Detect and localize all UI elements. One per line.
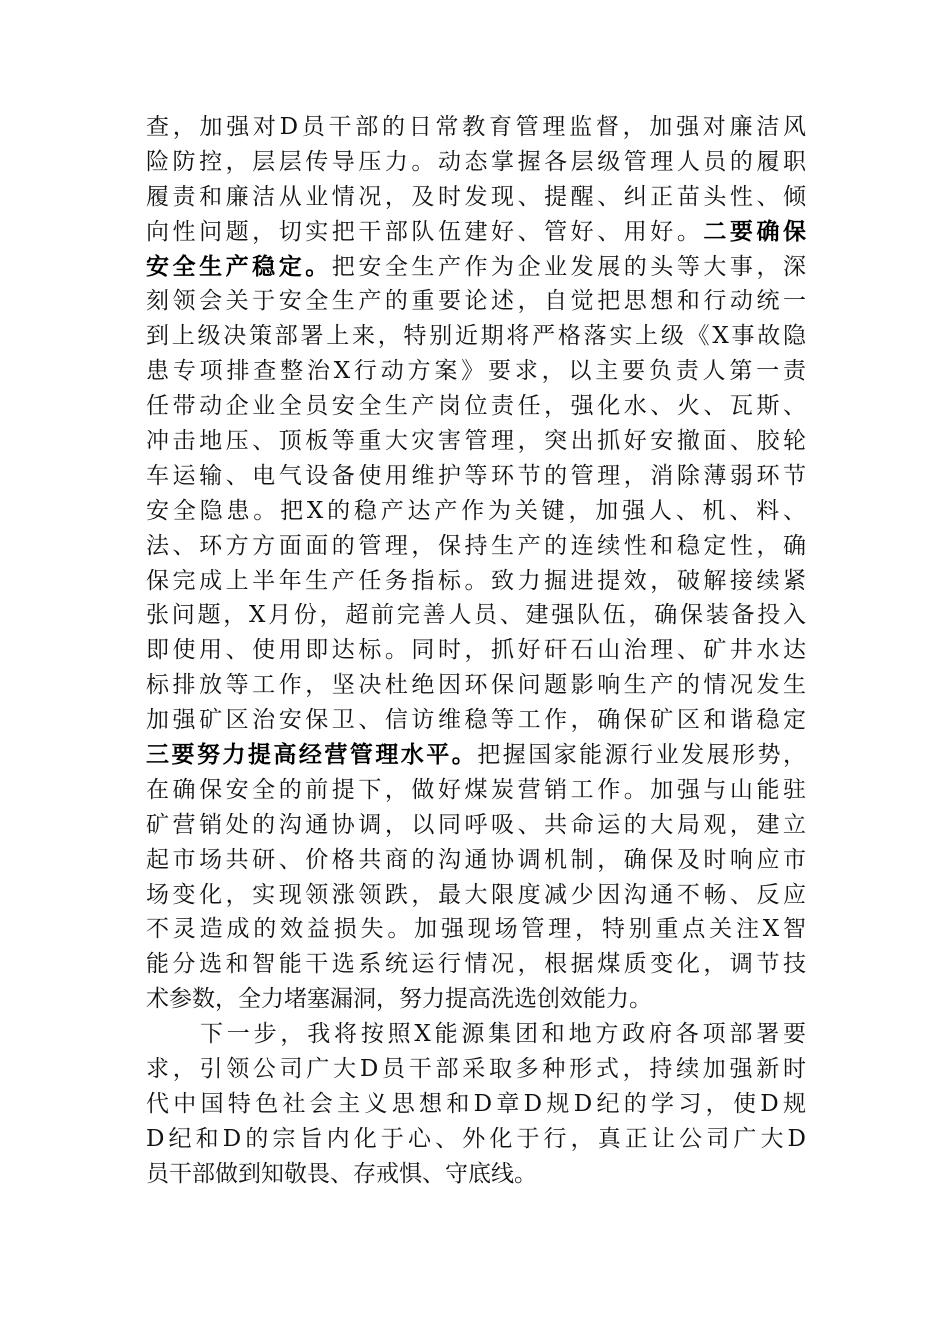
body-text: 张问题，X月份，超前完善人员、建强队伍，确保装备投入 [146,602,806,629]
body-text: 到上级决策部署上来，特别近期将严格落实上级《X事故隐 [146,323,806,350]
text-line [146,1052,806,1087]
body-text: 加强矿区治安保卫、信访维稳等工作，确保矿区和谐稳定 [146,707,806,734]
text-line [146,564,806,599]
body-text: 代中国特色社会主义思想和D章D规D纪的学习，使D规 [146,1090,806,1117]
body-text: 向性问题，切实把干部队伍建好、管好、用好。 [146,218,704,245]
body-text: 车运输、电气设备使用维护等环节的管理，消除薄弱环节 [146,462,806,489]
bold-heading-text: 二要确保 [703,217,807,245]
document-body [146,110,806,1192]
text-line [146,424,806,459]
text-line [146,703,806,738]
text-line [146,250,806,285]
bold-heading-text: 安全生产稳定。 [146,252,332,280]
body-text: 患专项排查整治X行动方案》要求，以主要负责人第一责 [146,358,806,385]
text-line [146,1087,806,1122]
text-line [146,912,806,947]
body-text: 即使用、使用即达标。同时，抓好矸石山治理、矿井水达 [146,637,806,664]
text-line [146,982,806,1017]
body-text: 把握国家能源行业发展形势， [477,742,807,769]
text-line [146,459,806,494]
body-text: 法、环方方面面的管理，保持生产的连续性和稳定性，确 [146,532,806,559]
text-line [146,284,806,319]
body-text: 冲击地压、顶板等重大灾害管理，突出抓好安撤面、胶轮 [146,428,806,455]
body-text: 术参数，全力堵塞漏洞，努力提高洗选创效能力。 [146,986,652,1013]
text-line [146,529,806,564]
text-line [146,1017,806,1052]
text-line [146,1157,806,1192]
text-line [146,947,806,982]
text-line [146,110,806,145]
text-line [146,215,806,250]
text-line [146,738,806,773]
body-text: 矿营销处的沟通协调，以同呼吸、共命运的大局观，建立 [146,811,806,838]
body-text: 不灵造成的效益损失。加强现场管理，特别重点关注X智 [146,916,806,943]
body-text: 求，引领公司广大D员干部采取多种形式，持续加强新时 [146,1056,806,1083]
body-text: 刻领会关于安全生产的重要论述，自觉把思想和行动统一 [146,288,806,315]
body-text: 安全隐患。把X的稳产达产作为关键，加强人、机、料、 [146,497,806,524]
body-text: 场变化，实现领涨领跌，最大限度减少因沟通不畅、反应 [146,881,806,908]
body-text: 任带动企业全员安全生产岗位责任，强化水、火、瓦斯、 [146,393,806,420]
text-line [146,633,806,668]
body-text: 履责和廉洁从业情况，及时发现、提醒、纠正苗头性、倾 [146,183,806,210]
text-line [146,598,806,633]
bold-heading-text: 三要努力提高经营管理水平。 [146,741,478,769]
body-text: 在确保安全的前提下，做好煤炭营销工作。加强与山能驻 [146,776,806,803]
body-text: 能分选和智能干选系统运行情况，根据煤质变化，调节技 [146,951,806,978]
text-line [146,773,806,808]
text-line [146,180,806,215]
text-line [146,843,806,878]
text-line [146,319,806,354]
text-line [146,1122,806,1157]
body-text: 起市场共研、价格共商的沟通协调机制，确保及时响应市 [146,846,806,873]
body-text: D纪和D的宗旨内化于心、外化于行，真正让公司广大D [146,1125,806,1152]
body-text: 员干部做到知敬畏、存戒惧、守底线。 [146,1160,537,1187]
body-text: 险防控，层层传导压力。动态掌握各层级管理人员的履职 [146,148,806,175]
text-line [146,878,806,913]
text-line [146,389,806,424]
body-text: 标排放等工作，坚决杜绝因环保问题影响生产的情况发生 [146,672,806,699]
text-line [146,808,806,843]
body-text: 下一步，我将按照X能源集团和地方政府各项部署要 [200,1021,806,1048]
text-line [146,668,806,703]
body-text: 把安全生产作为企业发展的头等大事，深 [331,253,807,280]
text-line [146,354,806,389]
text-line [146,494,806,529]
text-line [146,145,806,180]
body-text: 查，加强对D员干部的日常教育管理监督，加强对廉洁风 [146,114,806,140]
body-text: 保完成上半年生产任务指标。致力掘进提效，破解接续紧 [146,567,806,594]
